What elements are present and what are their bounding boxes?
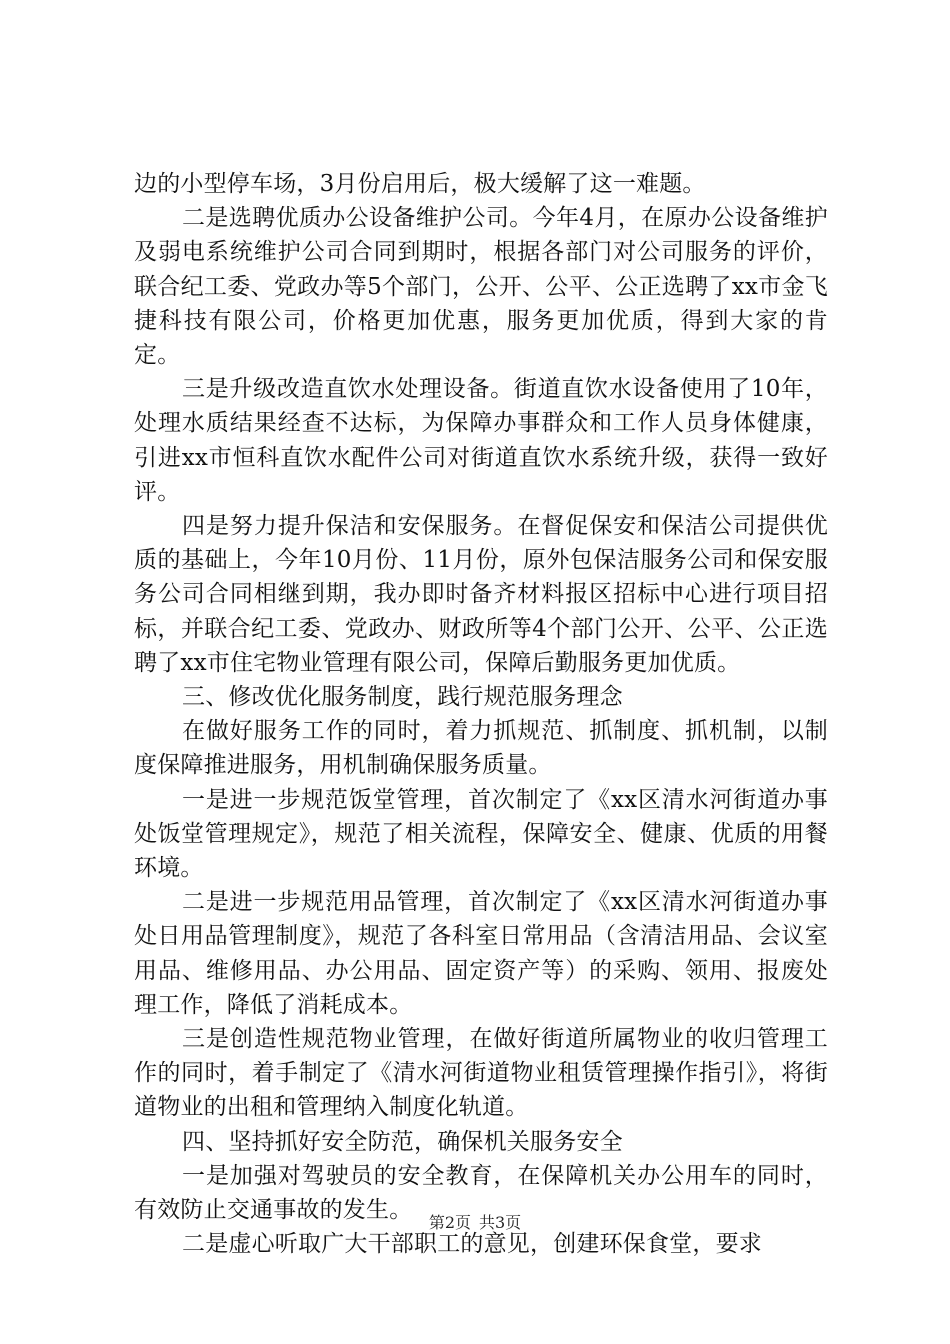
paragraph-canteen-rules: 一是进一步规范饭堂管理，首次制定了《xx区清水河街道办事处饭堂管理规定》，规范了相关流程，保障安全、健康、优质的用餐环境。 <box>134 786 828 882</box>
paragraph-eco-canteen: 二是虚心听取广大干部职工的意见，创建环保食堂，要求 <box>182 1231 762 1258</box>
section-heading-three: 三、修改优化服务制度，践行规范服务理念 <box>182 684 623 711</box>
document-body <box>134 167 828 1262</box>
section-heading-four: 四、坚持抓好安全防范，确保机关服务安全 <box>182 1128 623 1155</box>
paragraph-continuation: 边的小型停车场，3月份启用后，极大缓解了这一难题。 <box>134 171 706 197</box>
page-number: 第2页 <box>428 1213 471 1232</box>
paragraph-driver-safety: 一是加强对驾驶员的安全教育，在保障机关办公用车的同时，有效防止交通事故的发生。 <box>134 1162 828 1224</box>
paragraph-section-three-intro: 在做好服务工作的同时，着力抓规范、抓制度、抓机制，以制度保障推进服务，用机制确保服务质量。 <box>134 718 828 779</box>
paragraph-property-rules: 三是创造性规范物业管理，在做好街道所属物业的收归管理工作的同时，着手制定了《清水河街道物业租赁管理操作指引》，将街道物业的出租和管理纳入制度化轨道。 <box>134 1026 828 1121</box>
paragraph-supplies-rules: 二是进一步规范用品管理，首次制定了《xx区清水河街道办事处日用品管理制度》，规范了各科室日常用品（含清洁用品、会议室用品、维修用品、办公用品、固定资产等）的采购、领用、报废处理工作，降低了消耗成本。 <box>134 889 828 1018</box>
paragraph-office-equipment: 二是选聘优质办公设备维护公司。今年4月，在原办公设备维护及弱电系统维护公司合同到期时，根据各部门对公司服务的评价，联合纪工委、党政办等5个部门，公开、公平、公正选聘了xx市金飞捷科技有限公司，价格更加优惠，服务更加优质，得到大家的肯定。 <box>134 205 828 369</box>
paragraph-cleaning-security: 四是努力提升保洁和安保服务。在督促保安和保洁公司提供优质的基础上，今年10月份、11月份，原外包保洁服务公司和保安服务公司合同相继到期，我办即时备齐材料报区招标中心进行项目招标，并联合纪工委、党政办、财政所等4个部门公开、公平、公正选聘了xx市住宅物业管理有限公司，保障后勤服务更加优质。 <box>134 513 828 676</box>
paragraph-drinking-water: 三是升级改造直饮水处理设备。街道直饮水设备使用了10年，处理水质结果经查不达标，为保障办事群众和工作人员身体健康，引进xx市恒科直饮水配件公司对街道直饮水系统升级，获得一致好评。 <box>134 376 828 505</box>
page-total: 共3页 <box>479 1213 522 1232</box>
page-footer <box>0 1213 950 1233</box>
